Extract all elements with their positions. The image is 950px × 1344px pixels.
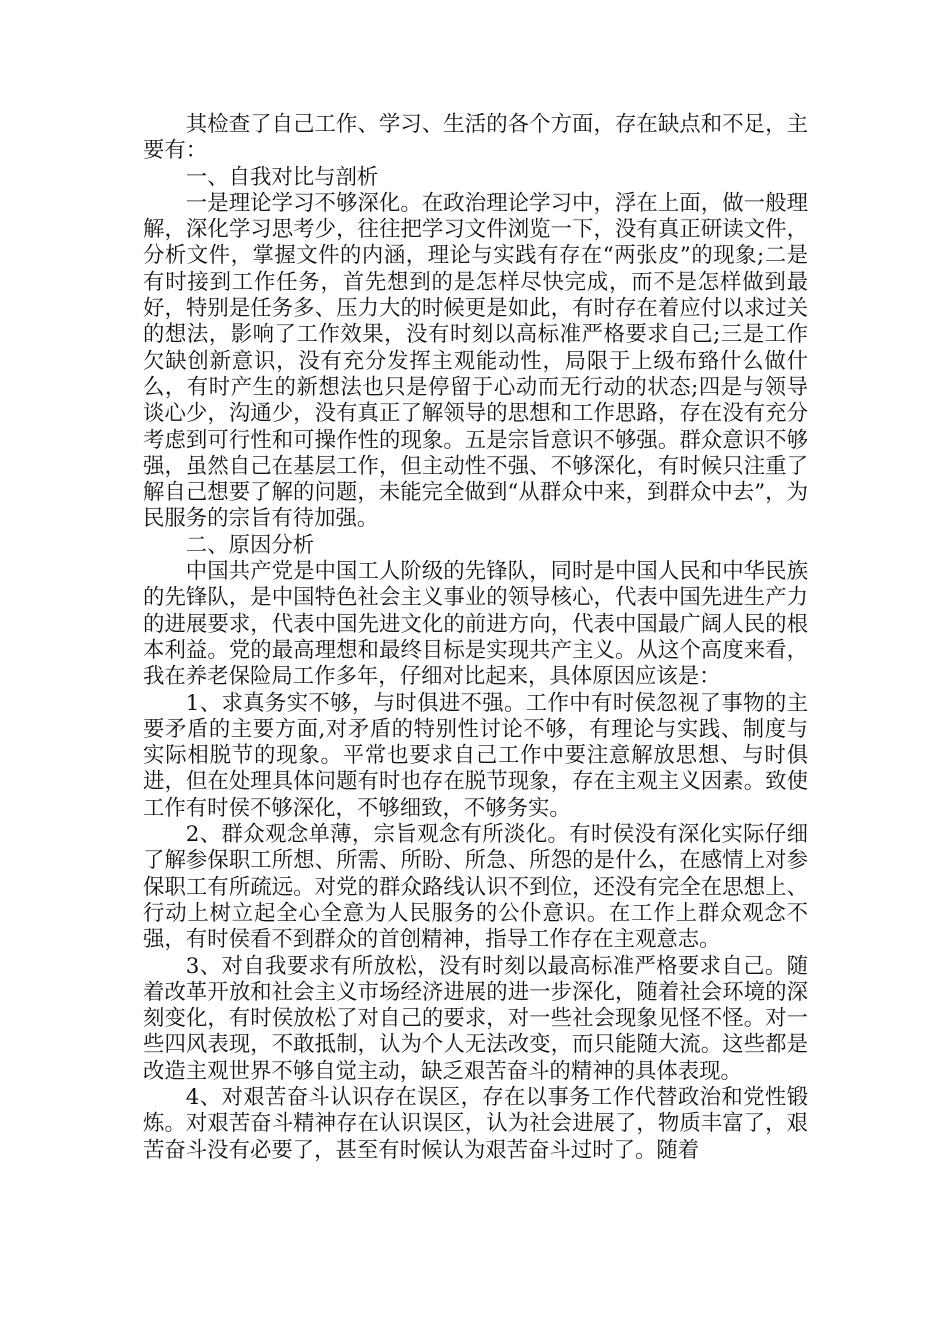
- paragraph-self-analysis: 一是理论学习不够深化。在政治理论学习中，浮在上面，做一般理解，深化学习思考少，往往把学习文件浏览一下，没有真正研读文件，分析文件，掌握文件的内涵，理论与实践有存在“两张皮”的现象;二是有时接到工作任务，首先想到的是怎样尽快完成，而不是怎样做到最好，特别是任务多、压力大的时候更是如此，有时存在着应付以求过关的想法，影响了工作效果，没有时刻以高标准严格要求自己;三是工作欠缺创新意识，没有充分发挥主观能动性，局限于上级布臵什么做什么，有时产生的新想法也只是停留于心动而无行动的状态;四是与领导谈心少，沟通少，没有真正了解领导的思想和工作思路，存在没有充分考虑到可行性和可操作性的现象。五是宗旨意识不够强。群众意识不够强，虽然自己在基层工作，但主动性不强、不够深化，有时候只注重了解自己想要了解的问题，未能完全做到“从群众中来，到群众中去”，为民服务的宗旨有待加强。: [143, 190, 808, 532]
- paragraph-intro: 其检查了自己工作、学习、生活的各个方面，存在缺点和不足，主要有：: [143, 112, 808, 164]
- paragraph-cause-4: 4、对艰苦奋斗认识存在误区，存在以事务工作代替政治和党性锻炼。对艰苦奋斗精神存在认识误区，认为社会进展了，物质丰富了，艰苦奋斗没有必要了，甚至有时候认为艰苦奋斗过时了。随着: [143, 1084, 808, 1163]
- paragraph-cause-1: 1、求真务实不够，与时俱进不强。工作中有时侯忽视了事物的主要矛盾的主要方面,对矛盾的特别性讨论不够，有理论与实践、制度与实际相脱节的现象。平常也要求自己工作中要注意解放思想、与时俱进，但在处理具体问题有时也存在脱节现象，存在主观主义因素。致使工作有时侯不够深化，不够细致，不够务实。: [143, 690, 808, 821]
- paragraph-cause-2: 2、群众观念单薄，宗旨观念有所淡化。有时侯没有深化实际仔细了解参保职工所想、所需、所盼、所急、所怨的是什么，在感情上对参保职工有所疏远。对党的群众路线认识不到位，还没有完全在思想上、行动上树立起全心全意为人民服务的公仆意识。在工作上群众观念不强，有时侯看不到群众的首创精神，指导工作存在主观意志。: [143, 822, 808, 953]
- paragraph-cause-3: 3、对自我要求有所放松，没有时刻以最高标准严格要求自己。随着改革开放和社会主义市场经济进展的进一步深化，随着社会环境的深刻变化，有时侯放松了对自己的要求，对一些社会现象见怪不怪。对一些四风表现，不敢抵制，认为个人无法改变，而只能随大流。这些都是改造主观世界不够自觉主动，缺乏艰苦奋斗的精神的具体表现。: [143, 953, 808, 1084]
- section-heading-self-analysis: 一、自我对比与剖析: [185, 164, 379, 190]
- paragraph-party-overview: 中国共产党是中国工人阶级的先锋队，同时是中国人民和中华民族的先锋队，是中国特色社会主义事业的领导核心，代表中国先进生产力的进展要求，代表中国先进文化的前进方向，代表中国最广阔人民的根本利益。党的最高理想和最终目标是实现共产主义。从这个高度来看，我在养老保险局工作多年，仔细对比起来，具体原因应该是：: [143, 559, 808, 690]
- document-body: [143, 112, 808, 1164]
- section-heading-cause-analysis: 二、原因分析: [185, 532, 315, 558]
